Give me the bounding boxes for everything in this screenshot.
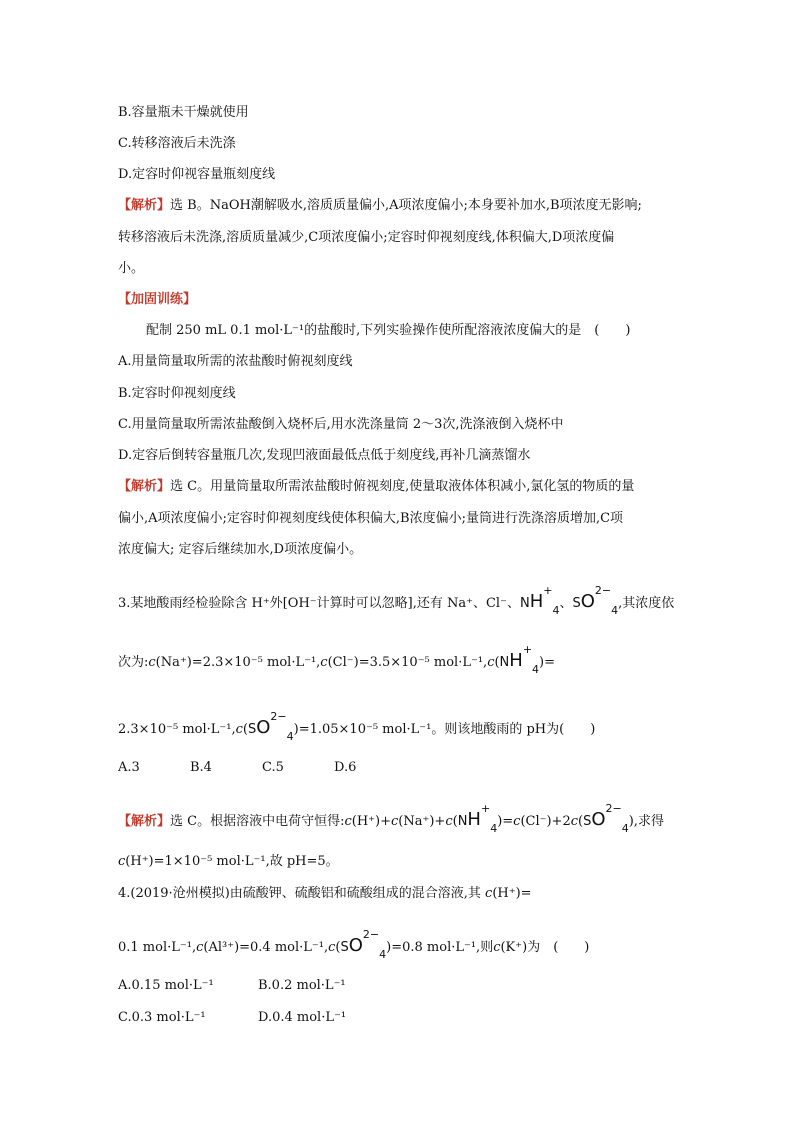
symbol-c: c	[235, 722, 243, 737]
question-text: )=0.8 mol·L⁻¹,则	[386, 940, 494, 955]
question-4-options-2	[118, 1008, 346, 1028]
paren: (	[452, 814, 458, 829]
option-a: A.3	[118, 760, 140, 775]
question-text: )=	[539, 655, 556, 670]
reinforcement-option-c: C.用量筒量取所需浓盐酸倒入烧杯后,用水洗涤量筒 2～3次,洗涤液倒入烧杯中	[118, 417, 564, 432]
option-b: B.0.2 mol·L⁻¹	[258, 978, 346, 993]
question-4-line-1	[118, 884, 532, 904]
reinforcement-question: 配制 250 mL 0.1 mol·L⁻¹的盐酸时,下列实验操作使所配溶液浓度偏大的是 ( )	[146, 323, 631, 338]
option-d: D.0.4 mol·L⁻¹	[258, 1010, 347, 1025]
question-text: 次为:	[118, 655, 149, 670]
ammonium-ion: $NH^+_4$	[499, 643, 540, 676]
reinforcement-tag: 【加固训练】	[118, 292, 197, 307]
symbol-c: c	[570, 814, 578, 829]
analysis-2-line-1	[118, 477, 634, 497]
symbol-c: c	[148, 655, 156, 670]
reinforcement-option-b: B.定容时仰视刻度线	[118, 386, 236, 401]
symbol-c: c	[118, 854, 126, 869]
symbol-c: c	[391, 814, 399, 829]
sulfate-ion: $SO^{2-}_4$	[583, 802, 629, 835]
analysis-text: 选 C。根据溶液中电荷守恒得:	[170, 814, 345, 829]
symbol-c: c	[445, 814, 453, 829]
symbol-c: c	[513, 814, 521, 829]
question-3-line-1	[118, 584, 675, 617]
question-text: 4.(2019·沧州模拟)由硫酸钾、硫酸铝和硫酸组成的混合溶液,其	[118, 886, 481, 901]
question-text: (K⁺)为 ( )	[500, 940, 590, 955]
question-text: (H⁺)=	[492, 886, 532, 901]
analysis-text: 选 B。NaOH潮解吸水,溶质质量偏小,A项浓度偏小;本身要补加水,B项浓度无影响;	[170, 198, 642, 213]
analysis-2-line-2: 偏小,A项浓度偏小;定容时仰视刻度线使体积偏大,B浓度偏小;量筒进行洗涤溶质增加,C项	[118, 511, 624, 526]
symbol-c: c	[493, 940, 501, 955]
analysis-text: (H⁺)=1×10⁻⁵ mol·L⁻¹,故 pH=5。	[125, 854, 339, 869]
sulfate-ion: $SO^{2-}_4$	[340, 928, 387, 961]
question-text: )=1.05×10⁻⁵ mol·L⁻¹。则该地酸雨的 pH为( )	[293, 722, 596, 737]
analysis-3-line-1	[118, 802, 664, 835]
analysis-text: (H⁺)+	[351, 814, 392, 829]
analysis-2-line-3: 浓度偏大; 定容后继续加水,D项浓度偏小。	[118, 542, 363, 557]
question-text: ,其浓度依	[618, 596, 675, 611]
ammonium-ion: $NH^+_4$	[457, 802, 498, 835]
question-text: (Al³⁺)=0.4 mol·L⁻¹,	[203, 940, 329, 955]
paren: (	[335, 940, 341, 955]
sulfate-ion: $SO^{2-}_4$	[247, 710, 294, 743]
analysis-3-line-2	[118, 852, 339, 872]
option-d: D.6	[334, 760, 357, 775]
question-3-line-2	[118, 643, 556, 676]
option-c: C.0.3 mol·L⁻¹	[118, 1010, 206, 1025]
option-a: A.0.15 mol·L⁻¹	[118, 978, 214, 993]
analysis-1-line-2: 转移溶液后未洗涤,溶质质量减少,C项浓度偏小;定容时仰视刻度线,体积偏大,D项浓度偏	[118, 230, 615, 245]
reinforcement-option-a: A.用量筒量取所需的浓盐酸时俯视刻度线	[118, 354, 353, 369]
reinforcement-option-d: D.定容后倒转容量瓶几次,发现凹液面最低点低于刻度线,再补几滴蒸馏水	[118, 448, 531, 463]
question-text: 0.1 mol·L⁻¹,	[118, 940, 197, 955]
analysis-text: )=	[497, 814, 514, 829]
option-d-line: D.定容时仰视容量瓶刻度线	[118, 167, 276, 182]
option-b: B.4	[190, 760, 212, 775]
question-4-line-2	[118, 928, 590, 961]
paren: (	[578, 814, 584, 829]
question-text: 2.3×10⁻⁵ mol·L⁻¹,	[118, 722, 236, 737]
analysis-text: ),求得	[628, 814, 664, 829]
question-text: (Na⁺)=2.3×10⁻⁵ mol·L⁻¹,	[155, 655, 321, 670]
option-c-line: C.转移溶液后未洗涤	[118, 136, 236, 151]
separator: 、	[559, 596, 573, 611]
question-text: 3.某地酸雨经检验除含 H⁺外[OH⁻计算时可以忽略],还有 Na⁺、Cl⁻、	[118, 596, 520, 611]
option-c: C.5	[262, 760, 284, 775]
analysis-text: 选 C。用量筒量取所需浓盐酸时俯视刻度,使量取液体体积减小,氯化氢的物质的量	[170, 479, 635, 494]
symbol-c: c	[485, 886, 493, 901]
symbol-c: c	[320, 655, 328, 670]
sulfate-ion: $SO^{2-}_4$	[572, 584, 619, 617]
question-3-line-3	[118, 710, 596, 743]
analysis-tag: 【解析】	[118, 479, 171, 494]
symbol-c: c	[196, 940, 204, 955]
paren: (	[494, 655, 500, 670]
paren: (	[242, 722, 248, 737]
ammonium-ion: $NH^+_4$	[519, 584, 560, 617]
analysis-tag: 【解析】	[118, 814, 171, 829]
analysis-text: (Cl⁻)+2	[520, 814, 571, 829]
analysis-1-line-1	[118, 196, 642, 216]
question-text: (Cl⁻)=3.5×10⁻⁵ mol·L⁻¹,	[327, 655, 488, 670]
analysis-1-line-3: 小。	[118, 261, 145, 276]
symbol-c: c	[328, 940, 336, 955]
analysis-text: (Na⁺)+	[398, 814, 446, 829]
analysis-tag: 【解析】	[118, 198, 171, 213]
question-3-options	[118, 758, 406, 778]
question-4-options-1	[118, 976, 346, 996]
option-b-line: B.容量瓶未干燥就使用	[118, 105, 249, 120]
symbol-c: c	[487, 655, 495, 670]
symbol-c: c	[344, 814, 352, 829]
